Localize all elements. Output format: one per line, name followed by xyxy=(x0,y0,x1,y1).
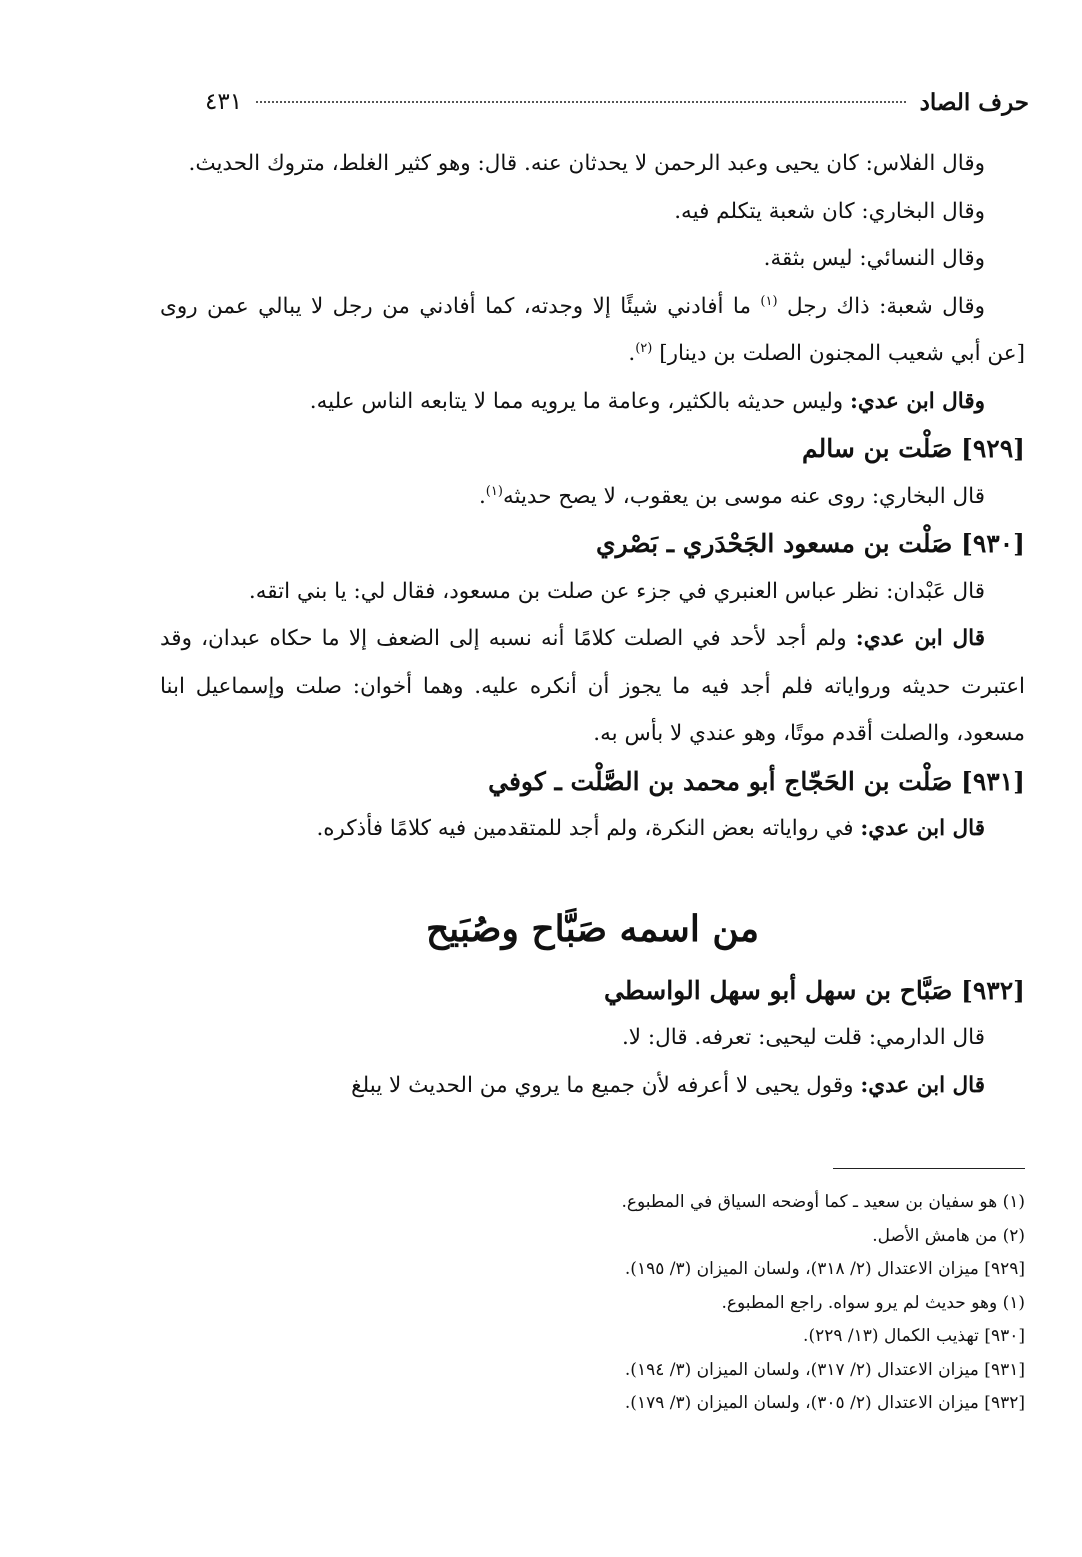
footnote: [٩٢٩] ميزان الاعتدال (٢/ ٣١٨)، ولسان الميزان (٣/ ١٩٥). xyxy=(624,1259,1025,1279)
entry-heading-931: [٩٣١] صَلْت بن الحَجّاج أبو محمد بن الصَّلْت ـ كوفي xyxy=(488,766,1025,796)
paragraph xyxy=(160,473,1025,521)
main-text xyxy=(160,140,1025,1109)
running-header xyxy=(205,84,1029,120)
paragraph: وقال الفلاس: كان يحيى وعبد الرحمن لا يحدثان عنه. قال: وهو كثير الغلط، متروك الحديث. xyxy=(188,151,985,176)
paragraph xyxy=(160,615,1025,758)
punctuation: . xyxy=(628,341,636,366)
header-dotted-rule xyxy=(256,101,906,103)
footnote-ref: (١) xyxy=(760,293,778,309)
entry-heading-929: [٩٢٩] صَلْت بن سالم xyxy=(802,434,1025,463)
paragraph-text: وليس حديثه بالكثير، وعامة ما يرويه مما لا يتابعه الناس عليه. xyxy=(309,388,844,414)
paragraph-text: ما أفادني شيئًا إلا وجدته، كما أفادني من رجل لا يبالي عمن روى [عن أبي شعيب المجنون الصلت بن دينار] xyxy=(160,293,1025,366)
paragraph-text: في رواياته بعض النكرة، ولم أجد للمتقدمين فيه كلامًا فأذكره. xyxy=(316,816,854,841)
paragraph xyxy=(160,378,1025,426)
footnote: (٢) من هامش الأصل. xyxy=(872,1225,1025,1246)
footnote: (١) هو سفيان بن سعيد ـ كما أوضحه السياق في المطبوع. xyxy=(621,1192,1025,1212)
footnote-ref: (١) xyxy=(485,483,503,499)
chapter-title: حرف الصاد xyxy=(919,88,1029,116)
footnotes xyxy=(160,1186,1025,1421)
entry-heading-932: [٩٣٢] صَبَّاح بن سهل أبو سهل الواسطي xyxy=(603,975,1025,1005)
paragraph-text: قال البخاري: روى عنه موسى بن يعقوب، لا يصح حديثه xyxy=(502,483,985,509)
paragraph: قال عَبْدان: نظر عباس العنبري في جزء عن صلت بن مسعود، فقال لي: يا بني اتقه. xyxy=(248,578,985,604)
section-title: من اسمه صَبَّاح وصُبَيح xyxy=(425,907,760,950)
footnote: (١) وهو حديث لم يرو سواه. راجع المطبوع. xyxy=(721,1292,1025,1313)
speaker-label: قال ابن عدي: xyxy=(855,626,985,651)
paragraph-text: وقال شعبة: ذاك رجل xyxy=(787,293,985,319)
paragraph-text: وقول يحيى لا أعرفه لأن جميع ما يروي من الحديث لا يبلغ xyxy=(351,1072,854,1098)
paragraph: قال الدارمي: قلت ليحيى: تعرفه. قال: لا. xyxy=(621,1025,985,1050)
page-number: ٤٣١ xyxy=(205,89,243,115)
speaker-label: قال ابن عدي: xyxy=(860,816,985,841)
speaker-label: قال ابن عدي: xyxy=(860,1072,985,1098)
paragraph-text: ولم أجد لأحد في الصلت كلامًا أنه نسبه إلى الضعف إلا ما حكاه عبدان، وقد اعتبرت حديثه ورواياته فلم أجد فيه ما يجوز أن أنكره عليه. وهما أخوان: صلت وإسماعيل ابنا مسعود، والصلت أقدم موتًا، وهو عندي لا بأس به. xyxy=(160,626,1025,746)
paragraph: وقال البخاري: كان شعبة يتكلم فيه. xyxy=(674,198,985,224)
footnote-separator xyxy=(833,1168,1025,1169)
footnote-ref: (٢) xyxy=(635,340,653,356)
entry-heading-930: [٩٣٠] صَلْت بن مسعود الجَحْدَري ـ بَصْري xyxy=(596,529,1025,558)
paragraph: وقال النسائي: ليس بثقة. xyxy=(763,246,985,271)
speaker-label: وقال ابن عدي: xyxy=(849,388,985,414)
paragraph xyxy=(160,805,1025,853)
paragraph xyxy=(160,1062,1025,1110)
footnote: [٩٣٠] تهذيب الكمال (١٣/ ٢٢٩). xyxy=(803,1326,1025,1346)
punctuation: . xyxy=(478,483,486,509)
footnote: [٩٣٢] ميزان الاعتدال (٢/ ٣٠٥)، ولسان الميزان (٣/ ١٧٩). xyxy=(624,1393,1025,1413)
paragraph xyxy=(160,283,1025,378)
footnote: [٩٣١] ميزان الاعتدال (٢/ ٣١٧)، ولسان الميزان (٣/ ١٩٤). xyxy=(624,1359,1025,1380)
